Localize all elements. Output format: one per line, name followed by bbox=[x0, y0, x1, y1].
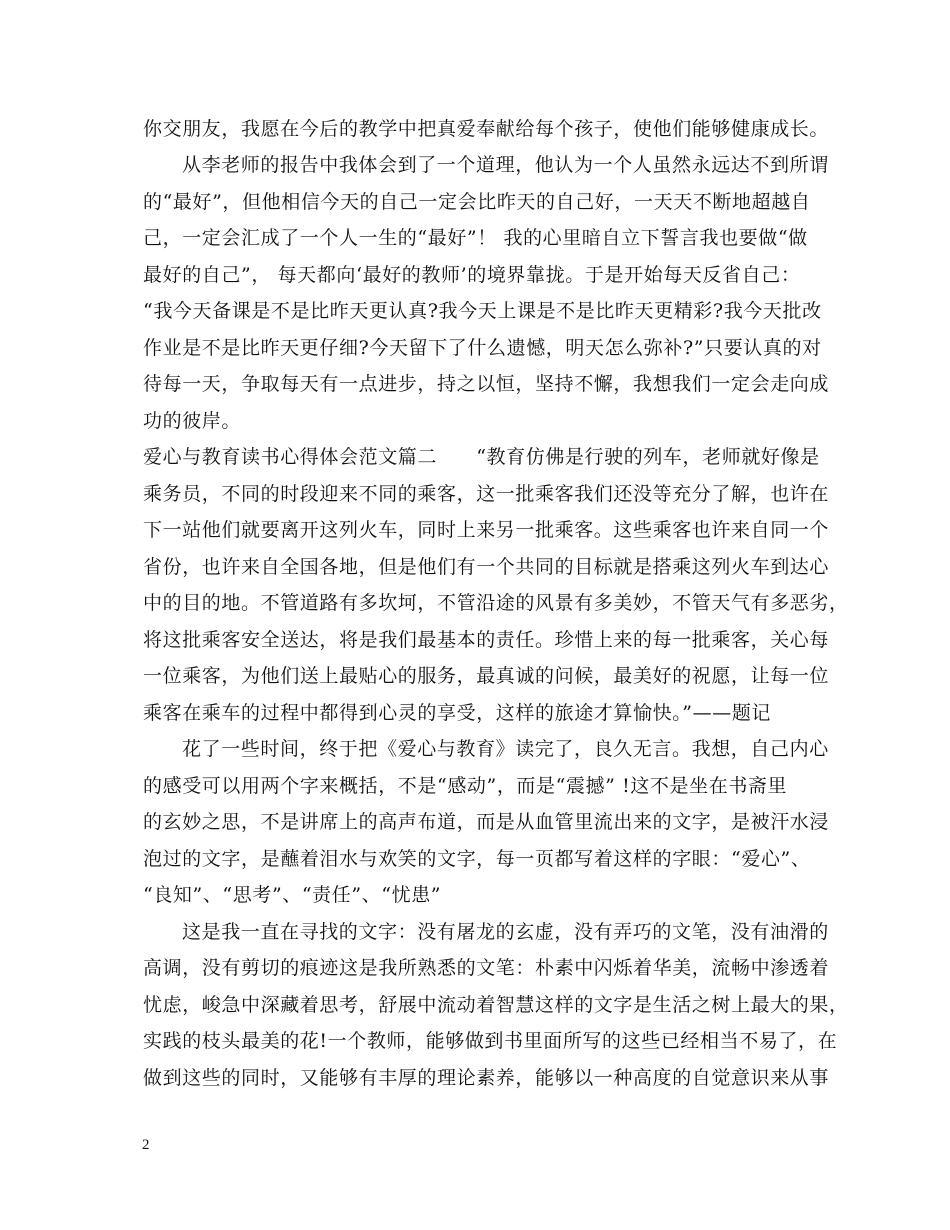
text-line: 做到这些的同时，又能够有丰厚的理论素养，能够以一种高度的自觉意识来从事 bbox=[143, 1067, 830, 1089]
text-line: 省份，也许来自全国各地，但是他们有一个共同的目标就是搭乘这列火车到达心 bbox=[143, 556, 830, 578]
text-line: 中的目的地。不管道路有多坎坷，不管沿途的风景有多美妙，不管天气有多恶劣， bbox=[143, 592, 849, 614]
text-line: 一位乘客，为他们送上最贴心的服务，最真诚的问候，最美好的祝愿，让每一位 bbox=[143, 665, 830, 687]
text-line: 待每一天，争取每天有一点进步，持之以恒，坚持不懈，我想我们一定会走向成 bbox=[143, 373, 830, 395]
text-line: 功的彼岸。 bbox=[143, 410, 242, 432]
page-number: 2 bbox=[142, 1137, 150, 1153]
text-line: 将这批乘客安全送达，将是我们最基本的责任。珍惜上来的每一批乘客，关心每 bbox=[143, 629, 830, 651]
text-line: 泡过的文字，是蘸着泪水与欢笑的文字，每一页都写着这样的字眼：“爱心”、 bbox=[143, 848, 811, 870]
text-line: 最好的自己”， 每天都向‘最好的教师’的境界靠拢。于是开始每天反省自己： bbox=[143, 264, 801, 286]
text-line: 乘务员，不同的时段迎来不同的乘客，这一批乘客我们还没等充分了解，也许在 bbox=[143, 483, 830, 505]
text-line: 实践的枝头最美的花!一个教师，能够做到书里面所写的这些已经相当不易了，在 bbox=[143, 1030, 838, 1052]
text-line: 从李老师的报告中我体会到了一个道理，他认为一个人虽然永远达不到所谓 bbox=[182, 154, 829, 176]
text-line: 的玄妙之思，不是讲席上的高声布道，而是从血管里流出来的文字，是被汗水浸 bbox=[143, 811, 830, 833]
text-line: 乘客在乘车的过程中都得到心灵的享受，这样的旅途才算愉快。”——题记 bbox=[143, 702, 772, 724]
text-line: 这是我一直在寻找的文字：没有屠龙的玄虚，没有弄巧的文笔，没有油滑的 bbox=[182, 921, 829, 943]
text-line: 作业是不是比昨天更仔细?今天留下了什么遗憾，明天怎么弥补?”只要认真的对 bbox=[143, 337, 822, 359]
text-line: 你交朋友，我愿在今后的教学中把真爱奉献给每个孩子，使他们能够健康成长。 bbox=[143, 118, 830, 140]
text-line: 的“最好”，但他相信今天的自己一定会比昨天的自己好，一天天不断地超越自 bbox=[143, 191, 811, 213]
text-line: “良知”、“思考”、“责任”、“忧患” bbox=[143, 884, 442, 906]
text-line: 花了一些时间，终于把《爱心与教育》读完了，良久无言。我想，自己内心 bbox=[182, 738, 829, 760]
text-line: 下一站他们就要离开这列火车，同时上来另一批乘客。这些乘客也许来自同一个 bbox=[143, 519, 830, 541]
text-line: 高调，没有剪切的痕迹这是我所熟悉的文笔：朴素中闪烁着华美，流畅中渗透着 bbox=[143, 957, 830, 979]
text-line: 己，一定会汇成了一个人一生的“最好”！ 我的心里暗自立下誓言我也要做“做 bbox=[143, 227, 808, 249]
text-line: 忧虑，峻急中深藏着思考，舒展中流动着智慧这样的文字是生活之树上最大的果， bbox=[143, 994, 849, 1016]
text-line: 的感受可以用两个字来概括，不是“感动”，而是“震撼” !这不是坐在书斋里 bbox=[143, 775, 788, 797]
section-heading-line: 爱心与教育读书心得体会范文篇二 “教育仿佛是行驶的列车，老师就好像是 bbox=[143, 446, 820, 468]
text-line: “我今天备课是不是比昨天更认真?我今天上课是不是比昨天更精彩?我今天批改 bbox=[143, 300, 822, 322]
